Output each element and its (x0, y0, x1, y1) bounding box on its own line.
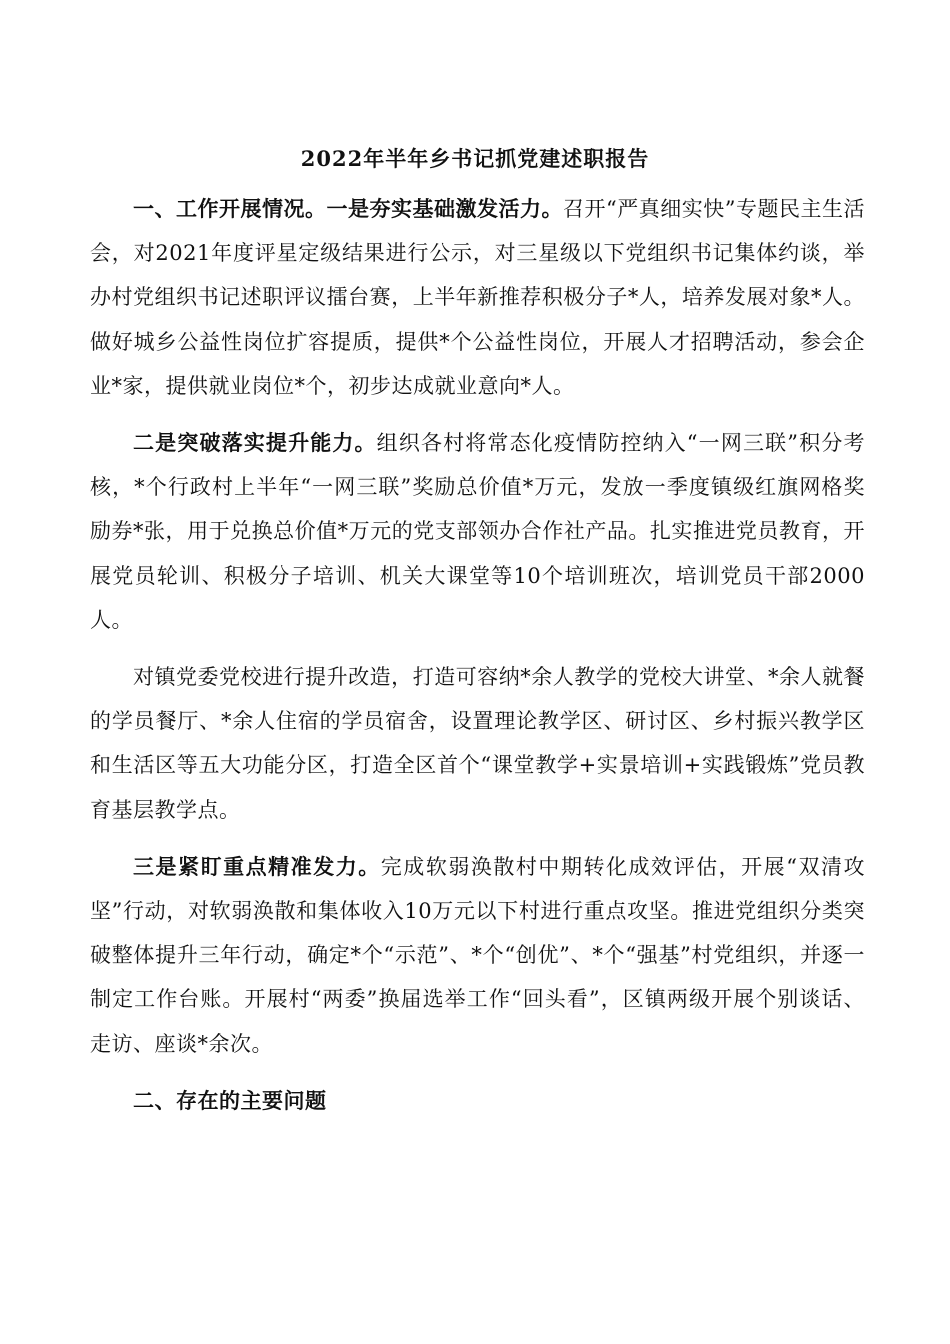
paragraph-lead: 三是紧盯重点精准发力。 (133, 853, 381, 879)
document-body (90, 187, 865, 1123)
paragraph-work-progress (90, 187, 865, 408)
paragraph-text: 对镇党委党校进行提升改造，打造可容纳*余人教学的党校大讲堂、*余人就餐的学员餐厅、*余人住宿的学员宿舍，设置理论教学区、研讨区、乡村振兴教学区和生活区等五大功能分区，打造全区首个“课堂教学+实景培训+实践锻炼”党员教育基层教学点。 (90, 665, 865, 822)
paragraph-text: 组织各村将常态化疫情防控纳入“一网三联”积分考核，*个行政村上半年“一网三联”奖励总价值*万元，发放一季度镇级红旗网格奖励券*张，用于兑换总价值*万元的党支部领办合作社产品。扎实推进党员教育，开展党员轮训、积极分子培训、机关大课堂等10个培训班次，培训党员干部2000人。 (90, 431, 865, 632)
section-heading: 二、存在的主要问题 (133, 1087, 327, 1113)
paragraph-capability (90, 421, 865, 642)
paragraph-key-focus (90, 845, 865, 1066)
paragraph-lead: 一、工作开展情况。一是夯实基础激发活力。 (133, 196, 564, 221)
paragraph-lead: 二是突破落实提升能力。 (133, 430, 377, 456)
section-heading-problems (90, 1079, 865, 1123)
document-title: 2022年半年乡书记抓党建述职报告 (300, 146, 650, 171)
paragraph-text: 完成软弱涣散村中期转化成效评估，开展“双清攻坚”行动，对软弱涣散和集体收入10万元以下村进行重点攻坚。推进党组织分类突破整体提升三年行动，确定*个“示范”、*个“创优”、*个“强基”村党组织，并逐一制定工作台账。开展村“两委”换届选举工作“回头看”，区镇两级开展个别谈话、走访、座谈*余次。 (90, 854, 866, 1056)
paragraph-text: 召开“严真细实快”专题民主生活会，对2021年度评星定级结果进行公示，对三星级以下党组织书记集体约谈，举办村党组织书记述职评议擂台赛，上半年新推荐积极分子*人，培养发展对象*人。做好城乡公益性岗位扩容提质，提供*个公益性岗位，开展人才招聘活动，参会企业*家，提供就业岗位*个，初步达成就业意向*人。 (90, 197, 865, 398)
paragraph-party-school (90, 655, 865, 832)
